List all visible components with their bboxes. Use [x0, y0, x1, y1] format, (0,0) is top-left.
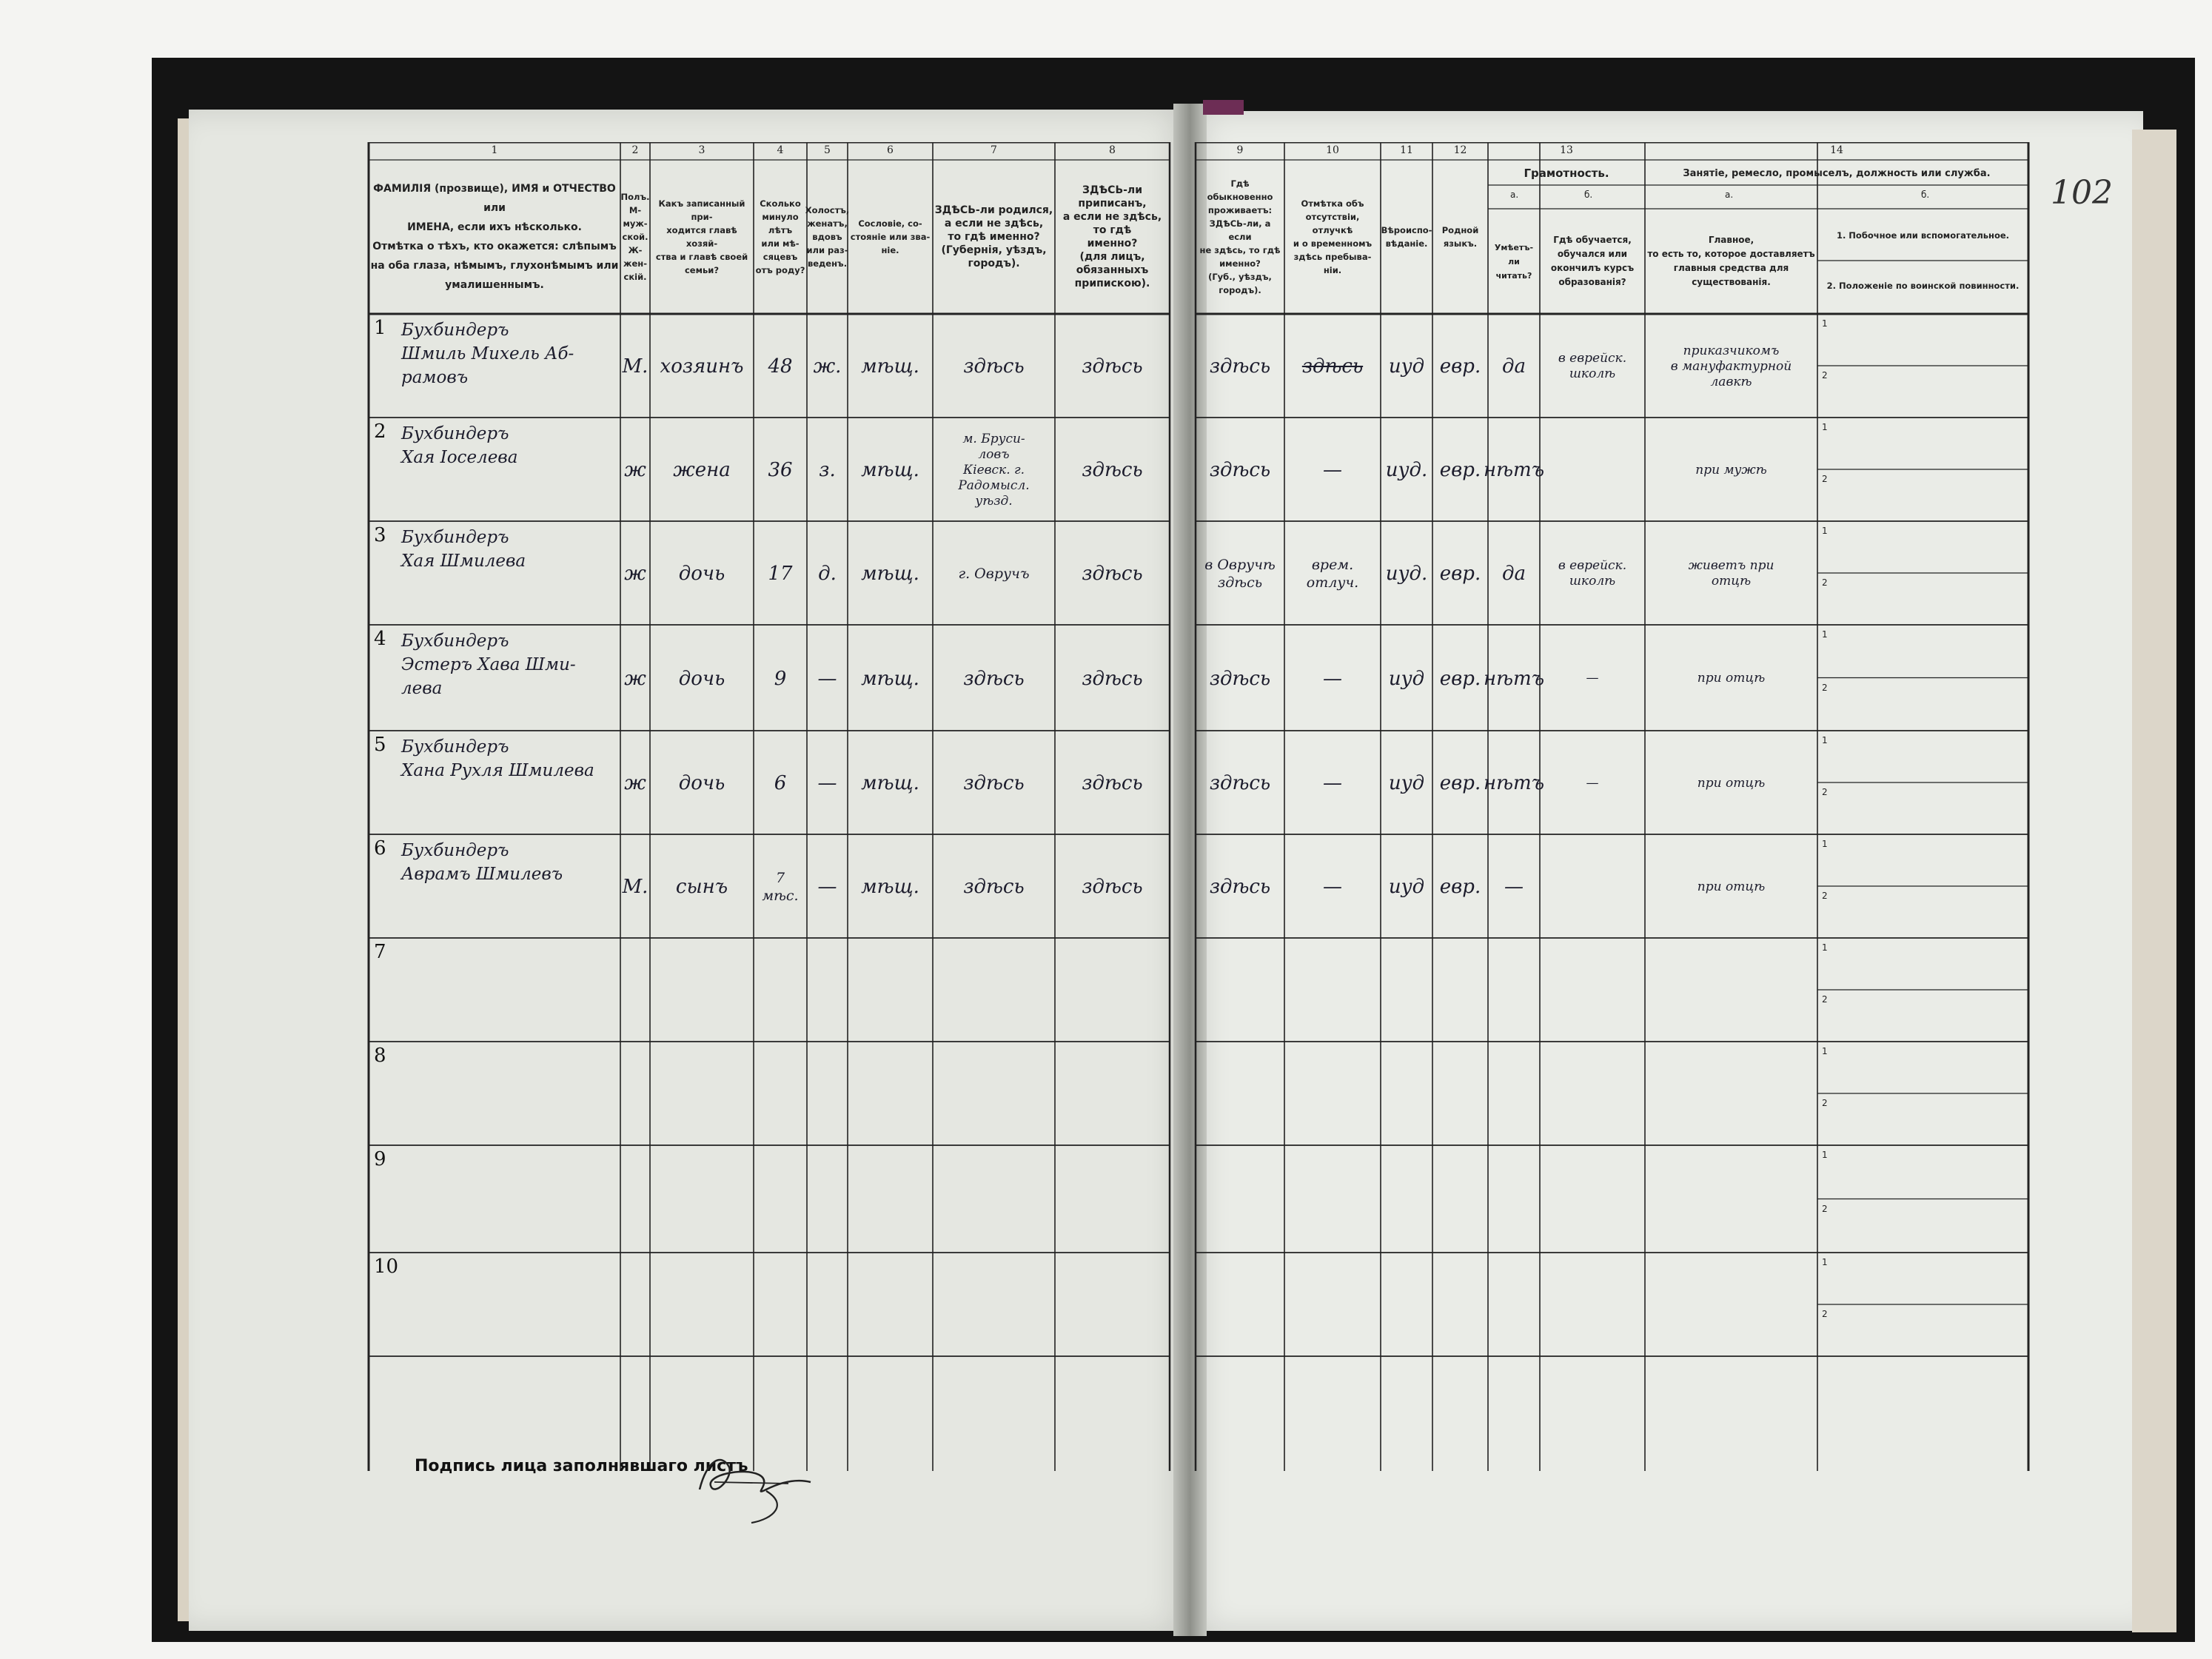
row-1-relation: хозяинъ	[660, 355, 744, 378]
column-header-c11: Вѣроиспо- вѣданіе.	[1381, 225, 1432, 249]
row-2-age: 36	[768, 459, 793, 481]
row-5-estate: мѣщ.	[861, 772, 919, 794]
row-1-birthplace: здѣсь	[963, 355, 1025, 378]
row-1-estate: мѣщ.	[861, 355, 919, 378]
book-edge-right	[2132, 130, 2176, 1632]
row-number-2: 2	[374, 420, 386, 443]
row-4-literate: нѣтъ	[1483, 667, 1545, 690]
column-number-c12: 12	[1453, 144, 1467, 156]
row-2-language: евр.	[1439, 459, 1481, 481]
row-1-age: 48	[768, 355, 793, 378]
row-3-sex: ж	[624, 563, 646, 585]
row-2-schooling	[1543, 423, 1642, 517]
row-4-marital: —	[817, 667, 837, 690]
row-6-literate: —	[1504, 876, 1524, 898]
row-6-schooling	[1543, 840, 1642, 934]
row-2-registered: здѣсь	[1082, 459, 1143, 481]
column-number-c8: 8	[1109, 144, 1116, 156]
row-3-estate: мѣщ.	[861, 563, 919, 585]
row-6-language: евр.	[1439, 876, 1481, 898]
row-3-sub-2: 2	[1822, 577, 1828, 588]
bookmark-tab	[1203, 100, 1244, 115]
row-6-sex: М.	[622, 876, 648, 898]
c13b-label: б.	[1584, 190, 1593, 200]
row-8-sub-1: 1	[1822, 1046, 1828, 1056]
c13a-label: а.	[1510, 190, 1519, 200]
row-2-marital: з.	[819, 459, 836, 481]
row-6-registered: здѣсь	[1082, 876, 1143, 898]
column-number-c10: 10	[1326, 144, 1339, 156]
row-6-residence: здѣсь	[1209, 876, 1271, 898]
row-3-sub-1: 1	[1822, 526, 1828, 536]
row-5-sex: ж	[624, 772, 646, 794]
row-number-8: 8	[374, 1045, 386, 1067]
row-6-relation: сынъ	[675, 876, 728, 898]
row-1-registered: здѣсь	[1082, 355, 1143, 378]
row-number-10: 10	[374, 1256, 399, 1278]
c13a-header: Умѣетъ- ли читать?	[1494, 242, 1534, 281]
row-3-marital: д.	[818, 563, 837, 585]
row-number-1: 1	[374, 317, 386, 339]
row-4-relation: дочь	[678, 667, 725, 690]
census-form	[348, 142, 2043, 1471]
row-5-absence: —	[1323, 772, 1342, 794]
row-5-religion: иуд	[1388, 772, 1425, 794]
row-1-residence: здѣсь	[1209, 355, 1271, 378]
row-5-language: евр.	[1439, 772, 1481, 794]
row-5-sub-2: 2	[1822, 787, 1828, 797]
row-4-name: Бухбиндеръ Эстеръ Хава Шми- лева	[401, 631, 576, 698]
column-header-c5: Холостъ, женатъ, вдовъ или раз- веденъ.	[805, 205, 850, 269]
row-3-name: Бухбиндеръ Хая Шмилева	[401, 528, 526, 571]
row-4-absence: —	[1323, 667, 1342, 690]
column-header-c2: Полъ. М-муж- ской. Ж-жен- скій.	[620, 192, 650, 282]
row-3-literate: да	[1502, 563, 1526, 585]
row-6-age: 7 мѣс.	[762, 870, 799, 904]
row-1-occupation: приказчикомъ в мануфактурной лавкѣ	[1670, 343, 1792, 389]
row-2-absence: —	[1323, 459, 1342, 481]
column-header-c6: Сословіе, со- стояніе или зва- ніе.	[850, 218, 931, 255]
column-number-c6: 6	[887, 144, 894, 156]
column-header-c1: ФАМИЛІЯ (прозвище), ИМЯ и ОТЧЕСТВО или ИМЕНА, если ихъ нѣсколько. Отмѣтка о тѣхъ, кто окажется: слѣпымъ на оба глаза, нѣмымъ, глухонѣмымъ или умалишеннымъ.	[370, 183, 619, 291]
row-1-sub-2: 2	[1822, 370, 1828, 381]
row-3-relation: дочь	[678, 563, 725, 585]
row-10-sub-2: 2	[1822, 1309, 1828, 1319]
row-5-marital: —	[817, 772, 837, 794]
column-number-c2: 2	[631, 144, 639, 156]
row-number-4: 4	[374, 628, 386, 650]
column-header-c10: Отмѣтка объ отсутствіи, отлучкѣ и о временномъ здѣсь пребыва- ніи.	[1293, 198, 1373, 275]
row-3-occupation: живетъ при отцѣ	[1688, 558, 1774, 589]
row-number-7: 7	[374, 941, 386, 963]
row-1-literate: да	[1502, 355, 1526, 378]
row-4-residence: здѣсь	[1209, 667, 1271, 690]
c14b-label: б.	[1921, 190, 1930, 200]
row-3-registered: здѣсь	[1082, 563, 1143, 585]
row-8-sub-2: 2	[1822, 1098, 1828, 1108]
c13b-header: Гдѣ обучается, обучался или окончилъ курсъ образованія?	[1550, 235, 1635, 287]
row-2-religion: иуд.	[1385, 459, 1428, 481]
row-2-birthplace: м. Бруси- ловъ Кіевск. г. Радомысл. уѣзд.	[958, 431, 1030, 509]
row-3-schooling: в еврейск. школѣ	[1558, 558, 1627, 589]
row-2-residence: здѣсь	[1209, 459, 1271, 481]
row-9-sub-1: 1	[1822, 1150, 1828, 1160]
row-number-6: 6	[374, 837, 386, 859]
row-6-absence: —	[1323, 876, 1342, 898]
column-header-c13: Грамотность.	[1524, 166, 1609, 180]
column-number-c1: 1	[491, 144, 498, 156]
row-5-registered: здѣсь	[1082, 772, 1143, 794]
row-4-age: 9	[774, 667, 787, 690]
column-number-c3: 3	[698, 144, 706, 156]
column-header-c7: ЗДѢСЬ-ли родился, а если не здѣсь, то гдѣ именно? (Губернія, уѣздъ, городъ).	[934, 204, 1053, 269]
row-1-name: Бухбиндеръ Шмиль Михель Аб- рамовъ	[401, 321, 574, 387]
row-4-occupation: при отцѣ	[1697, 671, 1766, 686]
row-5-sub-1: 1	[1822, 735, 1828, 745]
row-4-sub-2: 2	[1822, 682, 1828, 693]
column-number-c11: 11	[1400, 144, 1413, 156]
row-number-3: 3	[374, 524, 386, 546]
row-4-estate: мѣщ.	[861, 667, 919, 690]
c14a-label: а.	[1725, 190, 1734, 200]
row-1-religion: иуд	[1388, 355, 1425, 378]
column-number-c14: 14	[1830, 144, 1843, 156]
row-2-sub-2: 2	[1822, 474, 1828, 484]
row-5-name: Бухбиндеръ Хана Рухля Шмилева	[401, 737, 594, 780]
row-4-birthplace: здѣсь	[963, 667, 1025, 690]
row-number-5: 5	[374, 734, 386, 756]
row-1-schooling: в еврейск. школѣ	[1558, 351, 1627, 381]
signature-scribble	[685, 1445, 818, 1526]
row-5-relation: дочь	[678, 772, 725, 794]
column-number-c9: 9	[1236, 144, 1244, 156]
row-3-absence: врем. отлуч.	[1306, 557, 1359, 591]
column-header-c9: Гдѣ обыкновенно проживаетъ: ЗДѢСЬ-ли, а если не здѣсь, то гдѣ именно? (Губ., уѣздъ, городъ).	[1199, 178, 1281, 295]
c14a-header: Главное, то есть то, которое доставляетъ главныя средства для существованія.	[1647, 235, 1815, 287]
page-number: 102	[2051, 174, 2113, 212]
row-6-sub-2: 2	[1822, 891, 1828, 901]
row-2-estate: мѣщ.	[861, 459, 919, 481]
row-3-religion: иуд.	[1385, 563, 1428, 585]
row-2-relation: жена	[673, 459, 731, 481]
row-9-sub-2: 2	[1822, 1203, 1828, 1214]
row-6-marital: —	[817, 876, 837, 898]
row-6-name: Бухбиндеръ Аврамъ Шмилевъ	[401, 841, 563, 884]
row-4-religion: иуд	[1388, 667, 1425, 690]
row-3-language: евр.	[1439, 563, 1481, 585]
column-header-c14: Занятіе, ремесло, промыселъ, должность или служба.	[1683, 167, 1991, 179]
column-number-c7: 7	[991, 144, 997, 156]
row-4-sub-1: 1	[1822, 629, 1828, 640]
row-2-sub-1: 1	[1822, 422, 1828, 432]
row-1-language: евр.	[1439, 355, 1481, 378]
column-number-c4: 4	[777, 144, 784, 156]
row-3-age: 17	[768, 563, 793, 585]
row-1-absence: здѣсь	[1301, 355, 1364, 378]
row-4-registered: здѣсь	[1082, 667, 1143, 690]
row-6-occupation: при отцѣ	[1697, 879, 1766, 894]
row-6-sub-1: 1	[1822, 839, 1828, 849]
row-5-literate: нѣтъ	[1483, 772, 1545, 794]
row-3-residence: в Овручѣ здѣсь	[1204, 557, 1276, 591]
row-number-9: 9	[374, 1148, 386, 1170]
column-header-c8: ЗДѢСЬ-ли приписанъ, а если не здѣсь, то гдѣ именно? (для лицъ, обязанныхъ припискою).	[1062, 184, 1162, 289]
column-header-c3: Какъ записанный при- ходится главѣ хозяй- ства и главѣ своей семьи?	[655, 198, 748, 275]
row-5-birthplace: здѣсь	[963, 772, 1025, 794]
column-header-c12: Родной языкъ.	[1441, 225, 1479, 249]
row-2-name: Бухбиндеръ Хая Іоселева	[401, 424, 518, 467]
row-10-sub-1: 1	[1822, 1257, 1828, 1267]
row-1-sex: М.	[622, 355, 648, 378]
row-1-marital: ж.	[813, 355, 842, 378]
row-7-sub-2: 2	[1822, 994, 1828, 1005]
c14b-line1: 1. Побочное или вспомогательное.	[1836, 229, 2010, 241]
column-number-c13: 13	[1560, 144, 1573, 156]
row-5-schooling: —	[1586, 775, 1599, 791]
row-6-religion: иуд	[1388, 876, 1425, 898]
row-2-literate: нѣтъ	[1483, 459, 1545, 481]
c14b-line2: 2. Положеніе по воинской повинности.	[1826, 280, 2020, 291]
row-4-schooling: —	[1586, 671, 1599, 686]
row-5-residence: здѣсь	[1209, 772, 1271, 794]
row-5-occupation: при отцѣ	[1697, 775, 1766, 791]
column-number-c5: 5	[824, 144, 831, 156]
row-4-sex: ж	[624, 667, 646, 690]
row-6-estate: мѣщ.	[861, 876, 919, 898]
row-5-age: 6	[774, 772, 787, 794]
row-4-language: евр.	[1439, 667, 1481, 690]
row-2-occupation: при мужѣ	[1695, 462, 1767, 477]
row-2-sex: ж	[624, 459, 646, 481]
row-7-sub-1: 1	[1822, 942, 1828, 953]
row-6-birthplace: здѣсь	[963, 876, 1025, 898]
row-3-birthplace: г. Овручъ	[958, 566, 1030, 582]
row-1-sub-1: 1	[1822, 318, 1828, 329]
column-header-c4: Сколько минуло лѣтъ или мѣ- сяцевъ отъ роду?	[755, 198, 805, 275]
signature-label: Подпись лица заполнявшаго листъ	[415, 1457, 748, 1475]
